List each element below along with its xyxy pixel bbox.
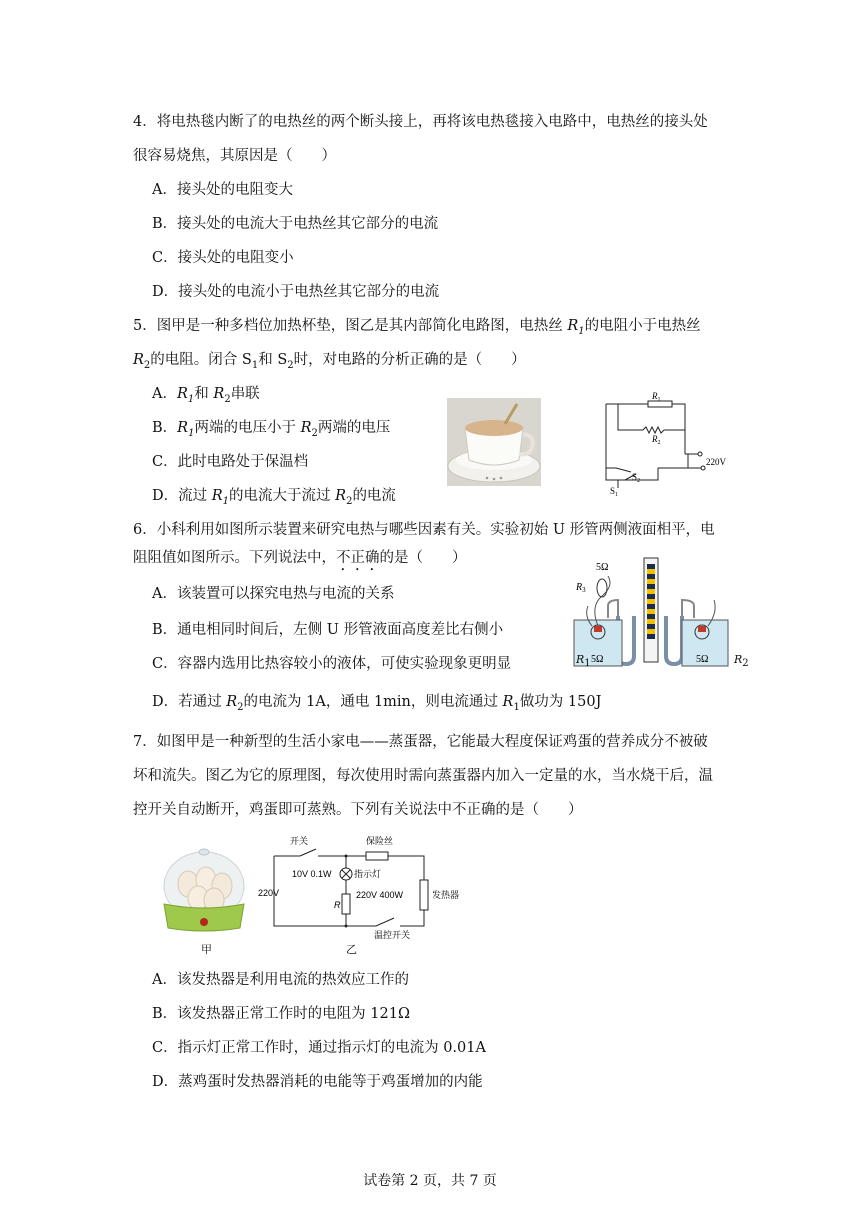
q4-option-c: C．接头处的电阻变小 xyxy=(152,250,294,266)
u-tube-apparatus xyxy=(572,556,732,676)
fig7-yi-caption: 乙 xyxy=(346,943,357,956)
fig6-r1-label: $R_1$ xyxy=(576,653,591,670)
q5-circuit-diagram xyxy=(588,390,738,500)
fig6-r3-value: 5Ω xyxy=(596,562,609,573)
q7-stem-line2: 坏和流失。图乙为它的原理图，每次使用时需向蒸蛋器内加入一定量的水，当水烧干后，温 xyxy=(133,768,713,784)
q7-option-d: D．蒸鸡蛋时发热器消耗的电能等于鸡蛋增加的内能 xyxy=(152,1074,483,1090)
egg-steamer-photo xyxy=(156,838,252,934)
q7-option-a: A．该发热器是利用电流的热效应工作的 xyxy=(152,972,409,988)
fig7-heater-rating: 220V 400W xyxy=(356,890,404,900)
q6-option-d: D．若通过 $R_2$的电流为 1A，通电 1min，则电流通过 $R_1$做功为 150J xyxy=(152,694,602,713)
q5-option-d: D．流过 $R_1$的电流大于流过 $R_2$的电流 xyxy=(152,488,396,507)
fig6-r2-label: $R_2$ xyxy=(734,653,749,670)
q4-stem-line2: 很容易烧焦，其原因是（ ） xyxy=(133,148,336,164)
q7-stem-line1: 7．如图甲是一种新型的生活小家电——蒸蛋器，它能最大程度保证鸡蛋的营养成分不被破 xyxy=(133,734,708,750)
fig7-jia-caption: 甲 xyxy=(201,943,212,956)
q5-option-a: A．$R_1$和 $R_2$串联 xyxy=(152,386,260,405)
q7-circuit-diagram xyxy=(256,830,466,942)
fig7-thermo-label: 温控开关 xyxy=(374,930,411,940)
fig5-voltage-label: 220V xyxy=(706,457,726,467)
fig5-r1-label: $R_1$ xyxy=(652,391,661,403)
fig7-r-label: R xyxy=(334,900,341,910)
q6-option-c: C．容器内选用比热容较小的液体，可使实验现象更明显 xyxy=(152,656,512,672)
fig7-heater-label: 发热器 xyxy=(432,890,460,900)
fig5-s1-label: $S_1$ xyxy=(610,486,619,498)
fig7-switch-label: 开关 xyxy=(290,836,309,846)
q6-option-b: B．通电相同时间后，左侧 U 形管液面高度差比右侧小 xyxy=(152,622,504,638)
fig6-r3-label: $R_3$ xyxy=(576,582,586,594)
q5-stem-line2: $R_2$的电阻。闭合 $S_1$和 $S_2$时，对电路的分析正确的是（ ） xyxy=(133,352,526,371)
fig7-fuse-label: 保险丝 xyxy=(366,836,394,846)
q6-stem-line1: 6．小科利用如图所示装置来研究电热与哪些因素有关。实验初始 U 形管两侧液面相平，电 xyxy=(133,522,715,538)
q5-stem-line1: 5．图甲是一种多档位加热杯垫，图乙是其内部简化电路图，电热丝 $R_1$的电阻小于电热丝 xyxy=(133,318,701,337)
fig5-s2-label: $S_2$ xyxy=(632,472,641,484)
q4-option-b: B．接头处的电流大于电热丝其它部分的电流 xyxy=(152,216,439,232)
fig6-r2-value: 5Ω xyxy=(696,654,709,665)
page-footer: 试卷第 2 页，共 7 页 xyxy=(363,1173,497,1189)
fig7-lamp-rating: 10V 0.1W xyxy=(292,869,332,879)
fig7-voltage-label: 220V xyxy=(258,888,280,898)
q4-option-a: A．接头处的电阻变大 xyxy=(152,182,293,198)
q5-option-c: C．此时电路处于保温档 xyxy=(152,454,309,470)
q5-option-b: B．$R_1$两端的电压小于 $R_2$两端的电压 xyxy=(152,420,391,439)
fig5-r2-label: $R_2$ xyxy=(652,434,661,446)
q6-option-a: A．该装置可以探究电热与电流的关系 xyxy=(152,586,395,602)
q6-stem-line2: 阻阻值如图所示。下列说法中，不正确的是（ ） xyxy=(133,550,467,566)
q4-option-d: D．接头处的电流小于电热丝其它部分的电流 xyxy=(152,284,440,300)
fig7-lamp-label: 指示灯 xyxy=(354,869,382,879)
q4-stem-line1: 4．将电热毯内断了的电热丝的两个断头接上，再将该电热毯接入电路中，电热丝的接头处 xyxy=(133,114,708,130)
cup-coaster-photo xyxy=(447,398,541,486)
q7-stem-line3: 控开关自动断开，鸡蛋即可蒸熟。下列有关说法中不正确的是（ ） xyxy=(133,802,583,818)
fig6-r1-value: 5Ω xyxy=(591,654,604,665)
q7-option-b: B．该发热器正常工作时的电阻为 121Ω xyxy=(152,1006,410,1022)
q7-option-c: C．指示灯正常工作时，通过指示灯的电流为 0.01A xyxy=(152,1040,486,1056)
